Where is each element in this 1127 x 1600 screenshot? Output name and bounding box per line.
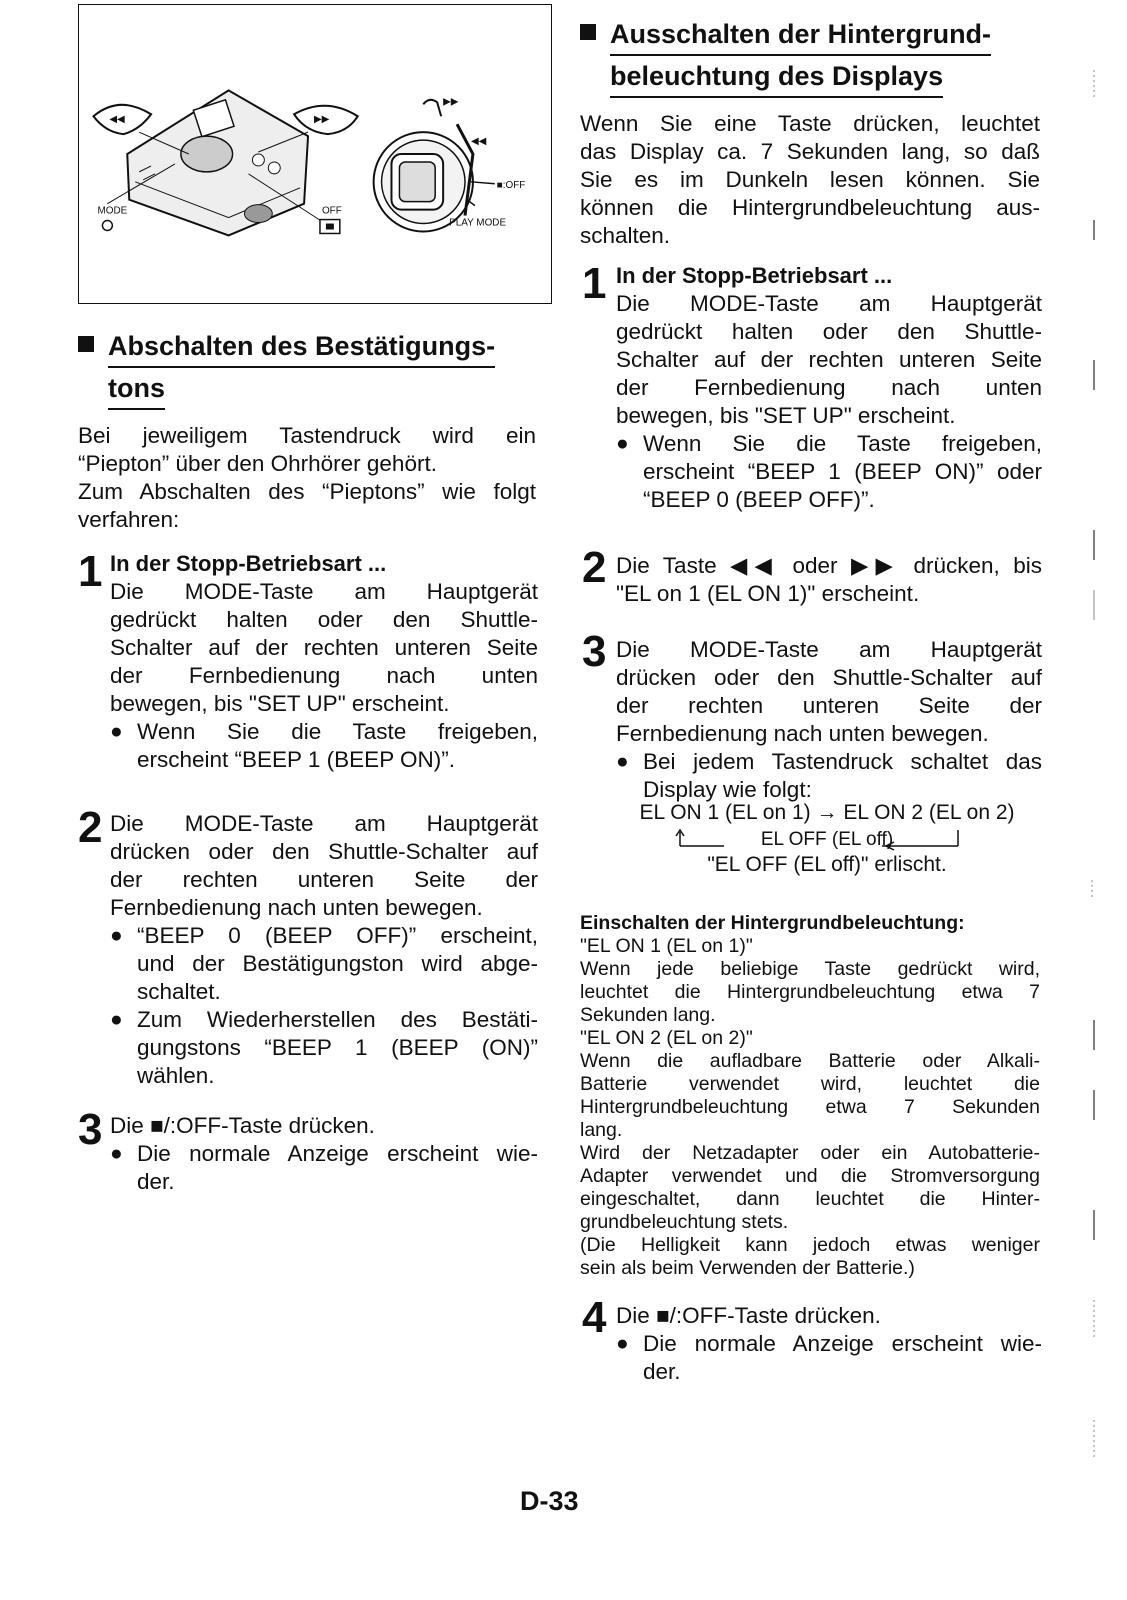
note-line: Wenn die aufladbare Batterie oder Alkali- xyxy=(580,1050,1040,1072)
left-intro-line: Zum Abschalten des “Pieptons” wie folgt xyxy=(78,479,536,504)
backlight-note xyxy=(580,912,1040,1280)
right-intro-line: Wenn Sie eine Taste drücken, leuchtet xyxy=(580,111,1040,136)
step-bullet xyxy=(616,430,1042,514)
el-sequence-line-1: EL ON 1 (EL on 1) → EL ON 2 (EL on 2) xyxy=(639,801,1015,824)
note-line: Sekunden lang. xyxy=(580,1004,716,1026)
step-body xyxy=(616,636,1042,748)
right-step-1 xyxy=(582,259,1042,514)
bullet-line: schaltet. xyxy=(137,979,221,1004)
right-intro xyxy=(580,110,1040,250)
note-line: Hintergrundbeleuchtung etwa 7 Sekunden xyxy=(580,1096,1040,1118)
right-intro-line: können die Hintergrundbeleuchtung aus- xyxy=(580,195,1040,220)
left-intro xyxy=(78,422,536,534)
bullet-line: ● Die normale Anzeige erscheint wie- xyxy=(643,1331,1042,1356)
heading-square-icon xyxy=(78,336,94,352)
step-body-line: der rechten unteren Seite der xyxy=(110,867,538,892)
left-intro-line: “Piepton” über den Ohrhörer gehört. xyxy=(78,451,437,476)
remote-control xyxy=(374,100,495,232)
left-heading xyxy=(78,326,540,410)
left-step-2 xyxy=(78,803,538,1090)
right-step-4 xyxy=(582,1293,1042,1386)
right-step-2 xyxy=(582,543,1042,608)
step-body xyxy=(110,1112,538,1140)
step-body-line: gedrückt halten oder den Shuttle- xyxy=(616,319,1042,344)
el-sequence-line-2: EL OFF (EL off) xyxy=(760,829,894,850)
prev-button-callout xyxy=(93,105,151,134)
note-line: Adapter verwendet und die Stromversorgung xyxy=(580,1165,1040,1187)
step-body-line: "EL on 1 (EL ON 1)" erscheint. xyxy=(616,581,920,606)
next-button-callout xyxy=(294,106,358,134)
step-bullet xyxy=(110,1006,538,1090)
step-body-line: Fernbedienung nach unten bewegen. xyxy=(616,721,989,746)
step-number: 2 xyxy=(78,803,103,852)
note-line: Wird der Netzadapter oder ein Autobatterie- xyxy=(580,1142,1040,1164)
step-number: 3 xyxy=(78,1105,103,1154)
note-line: leuchtet die Hintergrundbeleuchtung etwa 7 xyxy=(580,981,1040,1003)
step-bullet xyxy=(110,1140,538,1196)
step-body xyxy=(110,578,538,718)
right-intro-line: das Display ca. 7 Sekunden lang, so daß xyxy=(580,139,1040,164)
step-body-line: Fernbedienung nach unten bewegen. xyxy=(110,895,483,920)
step-body-line: Die MODE-Taste am Hauptgerät xyxy=(616,637,1042,662)
step-body-line: Schalter auf der rechten unteren Seite xyxy=(616,347,1042,372)
step-body-line: Die ■/:OFF-Taste drücken. xyxy=(616,1303,881,1328)
step-body-line: drücken oder den Shuttle-Schalter auf xyxy=(616,665,1042,690)
step-body-line: Die ■/:OFF-Taste drücken. xyxy=(110,1113,375,1138)
mode-button-icon xyxy=(102,221,112,231)
step-bullet xyxy=(616,748,1042,804)
right-step-3 xyxy=(582,627,1042,804)
bullet-line: wählen. xyxy=(137,1063,215,1088)
step-body xyxy=(616,552,1042,608)
off-label: OFF xyxy=(321,205,342,217)
mode-label: MODE xyxy=(97,205,128,217)
step-body-line: bewegen, bis "SET UP" erscheint. xyxy=(616,403,956,428)
left-intro-line: Bei jeweiligem Tastendruck wird ein xyxy=(78,423,536,448)
el-sequence-line-3: "EL OFF (EL off)" erlischt. xyxy=(707,853,947,876)
heading-square-icon xyxy=(580,24,596,40)
step-body xyxy=(110,810,538,922)
step-bullet xyxy=(110,922,538,1006)
step-body xyxy=(616,290,1042,430)
step-body-line: der Fernbedienung nach unten xyxy=(616,375,1042,400)
step-body-line: der Fernbedienung nach unten xyxy=(110,663,538,688)
next-label: ▶▶ xyxy=(314,114,330,126)
bullet-line: erscheint “BEEP 1 (BEEP ON)”. xyxy=(137,747,456,772)
note-line: (Die Helligkeit kann jedoch etwas weniger xyxy=(580,1234,1040,1256)
bullet-line: ● Die normale Anzeige erscheint wie- xyxy=(137,1141,538,1166)
step-body-line: der rechten unteren Seite der xyxy=(616,693,1042,718)
note-line: "EL ON 2 (EL on 2)" xyxy=(580,1027,753,1049)
bullet-line: “BEEP 0 (BEEP OFF)”. xyxy=(643,487,875,512)
prev-label: ◀◀ xyxy=(109,114,125,126)
bullet-line: ● Wenn Sie die Taste freigeben, xyxy=(643,431,1042,456)
left-intro-line: verfahren: xyxy=(78,507,180,532)
note-line: eingeschaltet, dann leuchtet die Hinter- xyxy=(580,1188,1040,1210)
step-bullet xyxy=(616,1330,1042,1386)
play-mode-label: PLAY MODE xyxy=(449,217,507,229)
note-line: sein als beim Verwenden der Batterie.) xyxy=(580,1257,915,1279)
bullet-line: der. xyxy=(643,1359,681,1384)
note-line: lang. xyxy=(580,1119,623,1141)
step-title: In der Stopp-Betriebsart ... xyxy=(110,551,387,576)
note-line: Batterie verwendet wird, leuchtet die xyxy=(580,1073,1040,1095)
bullet-line: Display wie folgt: xyxy=(643,777,812,802)
scan-margin-marks xyxy=(1080,60,1100,1560)
bullet-line: der. xyxy=(137,1169,175,1194)
bullet-line: ● Wenn Sie die Taste freigeben, xyxy=(137,719,538,744)
device-illustration-svg xyxy=(79,5,551,303)
left-heading-line-1: Abschalten des Bestätigungs- xyxy=(108,326,495,368)
page-number: D-33 xyxy=(520,1486,579,1516)
left-step-3 xyxy=(78,1105,538,1196)
bullet-line: und der Bestätigungston wird abge- xyxy=(137,951,538,976)
right-heading-line-2: beleuchtung des Displays xyxy=(610,56,943,98)
remote-prev-label: ◀◀ xyxy=(470,136,487,148)
note-line: "EL ON 1 (EL on 1)" xyxy=(580,935,753,957)
note-line: Wenn jede beliebige Taste gedrückt wird, xyxy=(580,958,1040,980)
left-heading-line-2: tons xyxy=(108,368,165,410)
step-number: 2 xyxy=(582,543,607,592)
bullet-line: erscheint “BEEP 1 (BEEP ON)” oder xyxy=(643,459,1042,484)
note-title: Einschalten der Hintergrundbeleuchtung: xyxy=(580,912,965,934)
step-body-line: Schalter auf der rechten unteren Seite xyxy=(110,635,538,660)
stop-off-label: ■:OFF xyxy=(496,179,526,191)
device-illustration xyxy=(78,4,552,304)
note-line: grundbeleuchtung stets. xyxy=(580,1211,789,1233)
el-sequence-cycle xyxy=(592,826,1062,852)
step-body-line: Die MODE-Taste am Hauptgerät xyxy=(110,811,538,836)
right-intro-line: Sie es im Dunkeln lesen können. Sie xyxy=(580,167,1040,192)
step-body-line: Die MODE-Taste am Hauptgerät xyxy=(616,291,1042,316)
right-heading xyxy=(580,14,1010,98)
remote-next-label: ▶▶ xyxy=(443,96,459,108)
left-step-1 xyxy=(78,547,538,774)
step-title: In der Stopp-Betriebsart ... xyxy=(616,263,893,288)
el-sequence xyxy=(592,800,1062,878)
right-heading-line-1: Ausschalten der Hintergrund- xyxy=(610,14,991,56)
step-body-line: bewegen, bis "SET UP" erscheint. xyxy=(110,691,450,716)
bullet-line: gungstons “BEEP 1 (BEEP (ON)” xyxy=(137,1035,538,1060)
step-body-line: Die MODE-Taste am Hauptgerät xyxy=(110,579,538,604)
step-bullet xyxy=(110,718,538,774)
step-body-line: gedrückt halten oder den Shuttle- xyxy=(110,607,538,632)
bullet-line: ● Bei jedem Tastendruck schaltet das xyxy=(643,749,1042,774)
bullet-line: ● Zum Wiederherstellen des Bestäti- xyxy=(137,1007,538,1032)
step-body xyxy=(616,1302,1042,1330)
player-body xyxy=(127,90,308,235)
step-number: 1 xyxy=(582,259,607,308)
step-number: 4 xyxy=(582,1293,607,1342)
bullet-line: ● “BEEP 0 (BEEP OFF)” erscheint, xyxy=(137,923,538,948)
right-intro-line: schalten. xyxy=(580,223,671,248)
step-number: 1 xyxy=(78,547,103,596)
step-body-line: drücken oder den Shuttle-Schalter auf xyxy=(110,839,538,864)
step-body-line: Die Taste ◀◀ oder ▶▶ drücken, bis xyxy=(616,553,1042,578)
step-number: 3 xyxy=(582,627,607,676)
